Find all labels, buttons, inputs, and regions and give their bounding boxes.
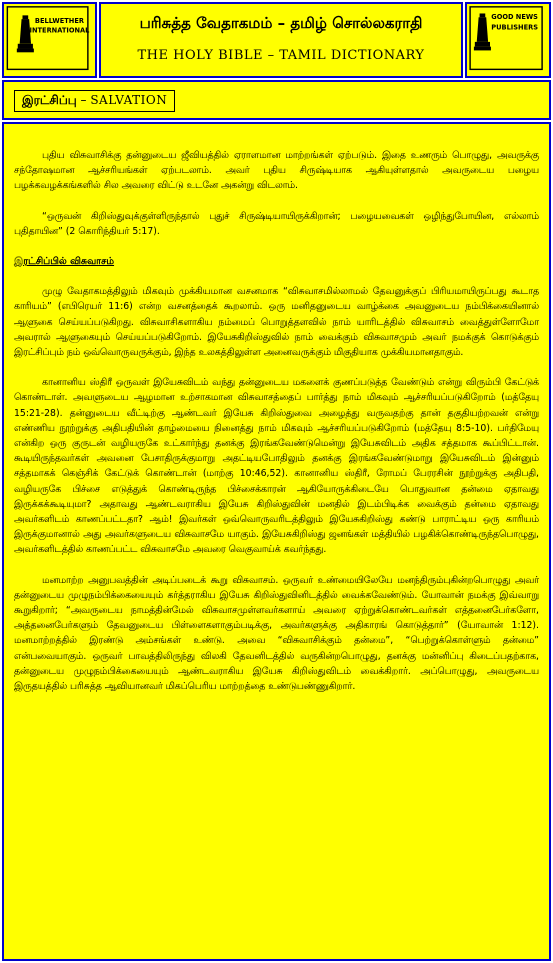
section-title	[14, 90, 175, 112]
subheading-faith: இரட்சிப்பில் விசுவாசம்	[14, 256, 115, 268]
conversion-paragraph: மனமாற்ற அனுபவத்தின் அடிப்படைக் கூறு விசுவாசம். ஒருவர் உண்மையிலேயே மனந்திரும்புகின்றபொழுது அவர் தன்னுடைய முழுநம்பிக்கையையும் கர்த்தராகிய இயேசு கிறிஸ்துவினிடத்தில் வைக்கவேண்டும். யோவான் நமக்கு இவ்வாறு கூறுகிறார்; “அவருடைய நாமத்தின்மேல் விசுவாசமுள்ளவர்களாய் அவரை ஏற்றுக்கொண்டவர்கள் எத்தனைபேர்களோ, அத்தனைபேர்களும் தேவனுடைய பிள்ளைகளாகும்படிக்கு, அவர்களுக்கு அதிகாரங் கொடுத்தார்” (யோவான் 1:12). மனமாற்றத்தில் இரண்டு அம்சங்கள் உண்டு. அவை “விசுவாசிக்கும் தன்மை”, “பெற்றுக்கொள்ளும் தன்மை” என்பவையாகும். ஒருவர் பாவத்திலிருந்து விலகி தேவனிடத்தில் வருகின்றபொழுது, தனக்கு மன்னிப்பு கிடைப்பதற்காக, தன்னுடைய முழுநம்பிக்கையையும் ஆண்டவராகிய இயேசு கிறிஸ்துவிடம் வைக்கிறார். அப்பொழுது, அவருடைய இருதயத்தில் பரிசுத்த ஆவியானவர் மிகப்பெரிய மாற்றத்தை உண்டுபண்ணுகிறார்.	[14, 574, 539, 693]
scripture-quote: “ஒருவன் கிறிஸ்துவுக்குள்ளிருந்தால் புதுச் சிருஷ்டியாயிருக்கிறான்; பழையவைகள் ஒழிந்துபோயின, எல்லாம் புதிதாயின” (2 கொரிந்தியர் 5:17).	[14, 210, 539, 237]
section-title-english: SALVATION	[90, 93, 168, 107]
header-title-english: THE HOLY BIBLE – TAMIL DICTIONARY	[137, 48, 425, 63]
svg-text:BELLWETHER: BELLWETHER	[34, 16, 84, 25]
svg-text:INTERNATIONAL: INTERNATIONAL	[29, 26, 90, 35]
good-news-publishers-logo	[467, 4, 549, 76]
dictionary-header	[99, 2, 463, 78]
svg-text:GOOD NEWS: GOOD NEWS	[491, 13, 538, 22]
header-title-tamil: பரிசுத்த வேதாகமம் – தமிழ் சொல்லகராதி	[139, 14, 423, 32]
article-body	[2, 122, 551, 961]
good-news-logo-box	[465, 2, 551, 78]
svg-text:PUBLISHERS: PUBLISHERS	[491, 23, 538, 32]
section-title-separator: –	[76, 93, 91, 107]
article-content	[14, 148, 539, 709]
bellwether-logo	[4, 4, 95, 76]
examples-paragraph: கானானிய ஸ்திரீ ஒருவள் இயேசுவிடம் வந்து தன்னுடைய மகளைக் குணப்படுத்த வேண்டும் என்று விரும்பி கேட்டுக் கொண்டாள். அவளுடைய ஆழமான உற்சாகமான விசுவாசத்தைப் பார்த்து நாம் மிகவும் ஆச்சரியப்படுகிறோம் (மத்தேயு 15:21-28). தன்னுடைய வீட்டிற்கு ஆண்டவர் இயேசு கிறிஸ்துவை அழைத்து வருவதற்கு தான் தகுதியற்றவன் என்று எண்ணிய நூற்றுக்கு அதிபதியின் தாழ்மையை நினைத்து நாம் மிகவும் ஆச்சரியப்படுகிறோம் (மத்தேயு 8:5-10). பர்திமேயு என்கிற ஒரு குருடன் வழியருகே உட்கார்ந்து தனக்கு இரங்கவேண்டுமென்று இயேசுவிடம் அதிக சத்தமாக கூப்பிட்டான். கூடியிருந்தவர்கள் அவனை பேசாதிருக்குமாறு அதட்டியபோதிலும் தனக்கு இரங்கவேண்டுமாறு இயேசுவிடம் இன்னும் சத்தமாகக் கெஞ்சிக் கேட்டுக் கொண்டான் (மாற்கு 10:46,52). கானானிய ஸ்திரீ, ரோமப் பேரரசின் நூற்றுக்கு அதிபதி, வழியருகே பிச்சை எடுத்துக் கொண்டிருந்த பிச்சைக்காரன் ஆகியோருக்கிடையே பொதுவான தன்மை ஏதாவது இருக்கக்கூடியுமா? அதாவது ஆண்டவராகிய இயேசு கிறிஸ்துவின் மனதில் இடம்பிடிக்க வைக்கும் தன்மை ஏதாவது அவர்களிடம் காணப்பட்டதா? ஆம்! இவர்கள் ஒவ்வொருவரிடத்திலும் இயேசுகிறிஸ்து கண்டு பாராட்டிய ஒரு காரியம் இருக்குமானால் அது அவர்களுடைய விசுவாசமே யாகும். இயேசுகிறிஸ்து ஜனங்கள் மத்தியில் பழகிக்கொண்டிருந்தபொழுது, அவர்களிடத்தில் காணப்பட்ட விசுவாசமே அவரை வெகுவாய்க் கவர்ந்தது.	[14, 377, 539, 556]
faith-paragraph: முழு வேதாகமத்திலும் மிகவும் முக்கியமான வசனமாக “விசுவாசமில்லாமல் தேவனுக்குப் பிரியமாயிருப்பது கூடாத காரியம்” (எபிரெயர் 11:6) என்ற வசனத்தைக் கூறலாம். ஒரு மனிதனுடைய வாழ்க்கை அவனுடைய நம்பிக்கையினால் ஆளுகை செய்யப்படுகிறது. விசுவாசிகளாகிய நம்மைப் பொறுத்தளவில் நாம் யாரிடத்தில் விசுவாசம் வைத்துள்ளோமோ அவரால் ஆளுகையும் செய்யப்படுகிறோம். இயேசுகிறிஸ்துவில் நாம் வைக்கும் விசுவாசமும் அவர் நமக்குக் கொடுக்கும் இரட்சிப்பும் நம் ஒவ்வொருவருக்கும், இந்த உலகத்திலுள்ள அனைவருக்கும் மிகுதியாக முக்கியமானதாகும்.	[14, 286, 539, 359]
bellwether-logo-box	[2, 2, 97, 78]
intro-paragraph: புதிய விசுவாசிக்கு தன்னுடைய ஜீவியத்தில் ஏராளமான மாற்றங்கள் ஏற்படும். இதை உணரும் பொழுது, அவருக்கு சந்தோஷமான ஆச்சரியங்கள் ஏற்படலாம். அவர் புதிய சிருஷ்டியாக ஆகியுள்ளதால் அவருடைய பழைய பழக்கவழக்கங்களில் சில அவரை விட்டு உடனே அகன்று விடலாம்.	[14, 150, 539, 192]
section-title-box	[2, 80, 551, 120]
section-title-tamil: இரட்சிப்பு	[22, 93, 77, 107]
